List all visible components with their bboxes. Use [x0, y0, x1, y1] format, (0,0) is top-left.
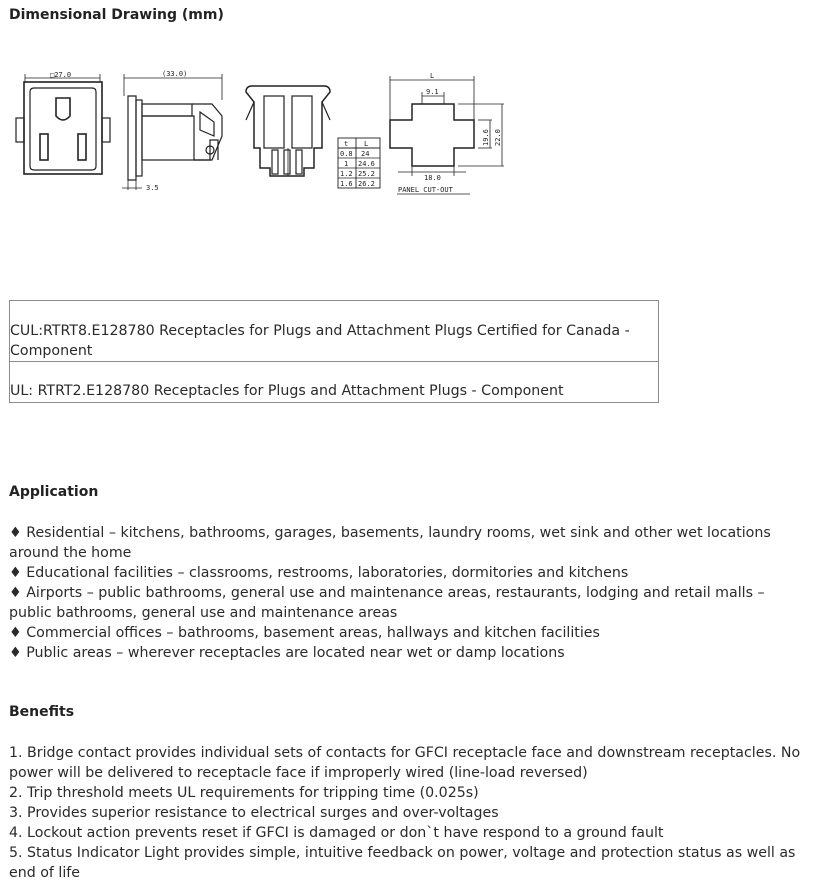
list-item: ♦ Public areas – wherever receptacles are located near wet or damp locations	[9, 645, 565, 661]
cutout-length-label: L	[430, 72, 435, 80]
certification-table	[9, 300, 659, 403]
cutout-caption: PANEL CUT-OUT	[398, 186, 453, 194]
side-thickness-label: 3.5	[146, 184, 159, 192]
drawing-title: Dimensional Drawing (mm)	[9, 7, 224, 23]
table-cell: 26.2	[358, 180, 375, 188]
cutout-top-width-label: 9.1	[426, 88, 439, 96]
cutout-outer-height-label: 22.0	[494, 129, 502, 146]
list-item: ♦ Residential – kitchens, bathrooms, garages, basements, laundry rooms, wet sink and other wet locations around the home	[9, 525, 771, 561]
dimensional-drawing	[0, 60, 520, 200]
table-header-t: t	[344, 140, 349, 148]
table-cell: 24.6	[358, 160, 375, 168]
certification-cul: CUL:RTRT8.E128780 Receptacles for Plugs and Attachment Plugs Certified for Canada - Component	[10, 301, 659, 362]
side-view	[122, 74, 222, 190]
table-cell: 1	[344, 160, 349, 168]
front-width-label: □27.0	[50, 71, 72, 79]
table-cell: 1.2	[340, 170, 353, 178]
certification-table-wrapper	[9, 300, 659, 403]
list-item: 2. Trip threshold meets UL requirements for tripping time (0.025s)	[9, 785, 479, 801]
list-item: ♦ Commercial offices – bathrooms, basement areas, hallways and kitchen facilities	[9, 625, 600, 641]
application-heading: Application	[9, 484, 99, 500]
benefits-heading: Benefits	[9, 704, 75, 720]
list-item: 1. Bridge contact provides individual sets of contacts for GFCI receptacle face and downstream receptacles. No power will be delivered to receptacle face if improperly wired (line-load reversed)	[9, 745, 801, 781]
table-row	[10, 362, 659, 403]
application-list	[9, 523, 809, 663]
cutout-bottom-width-label: 18.0	[424, 174, 441, 182]
list-item: 5. Status Indicator Light provides simple, intuitive feedback on power, voltage and protection status as well as end of life	[9, 845, 796, 881]
cutout-inner-height-label: 19.6	[482, 129, 490, 146]
back-view	[246, 86, 330, 176]
list-item: ♦ Airports – public bathrooms, general use and maintenance areas, restaurants, lodging and retail malls – public bathrooms, general use and maintenance areas	[9, 585, 765, 621]
table-cell: 24	[361, 150, 370, 158]
list-item: ♦ Educational facilities – classrooms, restrooms, laboratories, dormitories and kitchens	[9, 565, 629, 581]
side-width-label: (33.0)	[162, 70, 188, 78]
certification-ul: UL: RTRT2.E128780 Receptacles for Plugs and Attachment Plugs - Component	[10, 362, 659, 403]
table-header-l: L	[364, 140, 369, 148]
list-item: 4. Lockout action prevents reset if GFCI is damaged or don`t have respond to a ground fault	[9, 825, 664, 841]
benefits-list	[9, 743, 809, 883]
table-row	[10, 301, 659, 362]
table-cell: 0.8	[340, 150, 353, 158]
table-cell: 25.2	[358, 170, 375, 178]
front-view	[16, 74, 110, 174]
list-item: 3. Provides superior resistance to electrical surges and over-voltages	[9, 805, 499, 821]
table-cell: 1.6	[340, 180, 353, 188]
